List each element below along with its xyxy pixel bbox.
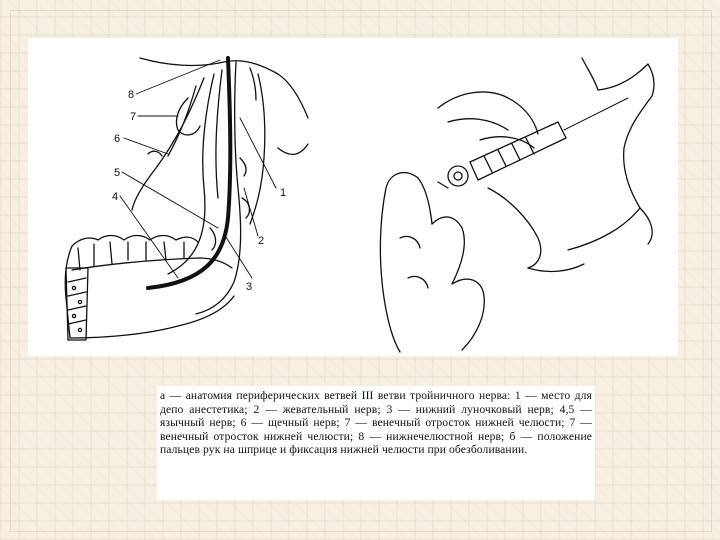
mandible-drawing (65, 58, 308, 340)
label-2: 2 (258, 235, 265, 247)
label-3: 3 (246, 281, 253, 293)
label-8: 8 (128, 89, 135, 101)
label-6: 6 (114, 133, 121, 145)
anatomy-illustration (28, 38, 678, 356)
figure-panel (28, 38, 678, 356)
label-4: 4 (112, 191, 119, 203)
label-7: 7 (130, 111, 137, 123)
caption-text: а — анатомия периферических ветвей III ветви тройничного нерва: 1 — место для депо анестетика; 2 — жевательный нерв; 3 — нижний луночковый нерв; 4,5 — язычный нерв; 6 — щечный нерв; 7 — венечный отросток нижней челюсти; 7 — венечный отросток нижней челюсти; 8 — нижнечелюстной нерв; б — положение пальцев рук на шприце и фиксация нижней челюсти при обезболивании. (160, 389, 592, 456)
figure-caption (157, 386, 595, 500)
label-5: 5 (114, 167, 121, 179)
label-1: 1 (280, 187, 287, 199)
syringe-hands-drawing (380, 58, 654, 352)
